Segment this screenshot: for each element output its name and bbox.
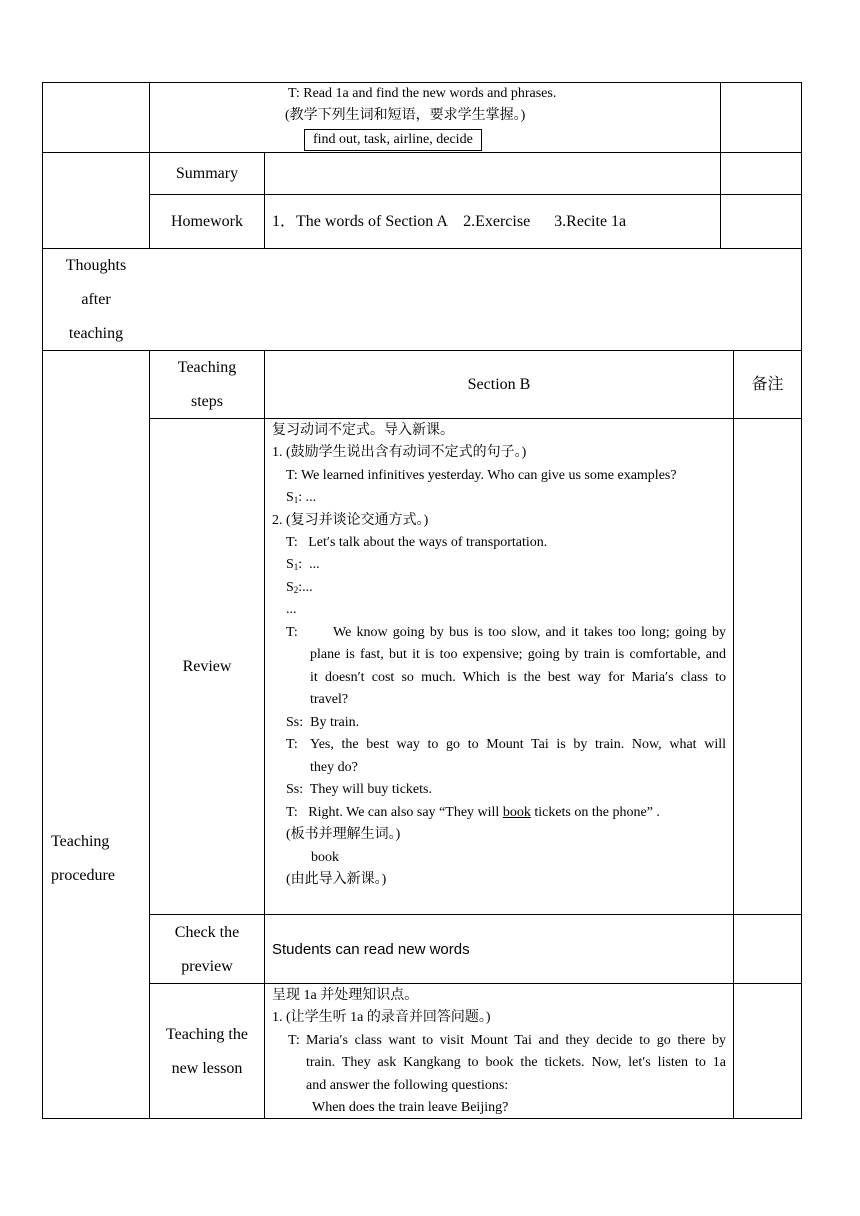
rule bbox=[149, 194, 802, 195]
rule bbox=[733, 350, 734, 1119]
rule bbox=[801, 82, 802, 1119]
new-lesson-line: 1. (让学生听 1a 的录音并回答问题。) bbox=[272, 1010, 491, 1025]
review-line: (由此导入新课。) bbox=[286, 872, 387, 887]
rule bbox=[720, 82, 721, 249]
new-lesson-speaker: T: bbox=[288, 1033, 300, 1048]
review-speaker: T: bbox=[286, 737, 298, 752]
check-preview-label-2: preview bbox=[181, 958, 233, 975]
header-notes: 备注 bbox=[751, 376, 784, 393]
review-line: $S_1$: ... bbox=[286, 490, 317, 505]
new-lesson-line: When does the train leave Beijing? bbox=[312, 1100, 509, 1115]
review-line: it doesn′t cost so much. Which is the best way for Maria′s class to bbox=[310, 670, 726, 685]
rule bbox=[42, 248, 802, 249]
new-lesson-label-2: new lesson bbox=[171, 1060, 243, 1077]
review-line: T: We learned infinitives yesterday. Who can give us some examples? bbox=[286, 468, 677, 483]
homework-text: 1．The words of Section A 2.Exercise 3.Recite 1a bbox=[272, 213, 627, 230]
thoughts-label-3: teaching bbox=[68, 325, 124, 342]
vocabulary-box: find out, task, airline, decide bbox=[304, 129, 482, 151]
check-preview-content: Students can read new words bbox=[272, 941, 470, 958]
new-lesson-line: Maria′s class want to visit Mount Tai and they decide to go there by bbox=[306, 1033, 726, 1048]
rule bbox=[42, 82, 43, 1119]
review-line: Yes, the best way to go to Mount Tai is by train. Now, what will bbox=[310, 737, 726, 752]
rule bbox=[42, 152, 802, 153]
review-line: T: Right. We can also say “They will book tickets on the phone” . bbox=[286, 805, 660, 820]
procedure-label-2: procedure bbox=[51, 867, 115, 884]
underlined-word: book bbox=[502, 805, 531, 820]
rule bbox=[149, 418, 802, 419]
homework-label: Homework bbox=[171, 213, 243, 230]
rule bbox=[149, 350, 150, 1119]
thoughts-label-1: Thoughts bbox=[65, 257, 127, 274]
summary-label: Summary bbox=[175, 165, 239, 182]
review-line: 1. (鼓励学生说出含有动词不定式的句子。) bbox=[272, 445, 527, 460]
top-line-2: (教学下列生词和短语，要求学生掌握。) bbox=[285, 108, 526, 123]
rule bbox=[149, 983, 802, 984]
review-line: book bbox=[311, 850, 339, 865]
header-section: Section B bbox=[467, 376, 531, 393]
rule bbox=[264, 152, 265, 249]
check-preview-label-1: Check the bbox=[174, 924, 240, 941]
top-line-1: T: Read 1a and find the new words and phrases. bbox=[288, 86, 557, 101]
review-line: Ss: By train. bbox=[286, 715, 360, 730]
thoughts-label-2: after bbox=[81, 291, 111, 308]
rule bbox=[149, 914, 802, 915]
review-line: (板书并理解生词。) bbox=[286, 827, 401, 842]
review-line: $S_1$: ... bbox=[286, 557, 320, 572]
review-line: 2. (复习并谈论交通方式。) bbox=[272, 513, 429, 528]
rule bbox=[42, 350, 802, 351]
review-line: they do? bbox=[310, 760, 358, 775]
review-line: Ss: They will buy tickets. bbox=[286, 782, 432, 797]
review-line: T: Let′s talk about the ways of transportation. bbox=[286, 535, 548, 550]
review-label: Review bbox=[182, 658, 232, 675]
new-lesson-label-1: Teaching the bbox=[166, 1026, 248, 1043]
header-steps-2: steps bbox=[191, 393, 223, 410]
new-lesson-line: and answer the following questions: bbox=[306, 1078, 509, 1093]
review-line: 复习动词不定式。导入新课。 bbox=[272, 423, 454, 438]
review-line: We know going by bus is too slow, and it takes too long; going by bbox=[333, 625, 726, 640]
rule bbox=[264, 350, 265, 1119]
header-steps-1: Teaching bbox=[177, 359, 237, 376]
review-line: plane is fast, but it is too expensive; going by train is comfortable, and bbox=[310, 647, 726, 662]
review-line: $S_2$:... bbox=[286, 580, 313, 595]
new-lesson-line: 呈现 1a 并处理知识点。 bbox=[272, 988, 419, 1003]
review-speaker: T: bbox=[286, 625, 298, 640]
review-line: travel? bbox=[310, 692, 349, 707]
procedure-label-1: Teaching bbox=[51, 833, 110, 850]
review-line: ... bbox=[286, 602, 297, 617]
new-lesson-line: train. They ask Kangkang to book the tickets. Now, let′s listen to 1a bbox=[306, 1055, 726, 1070]
